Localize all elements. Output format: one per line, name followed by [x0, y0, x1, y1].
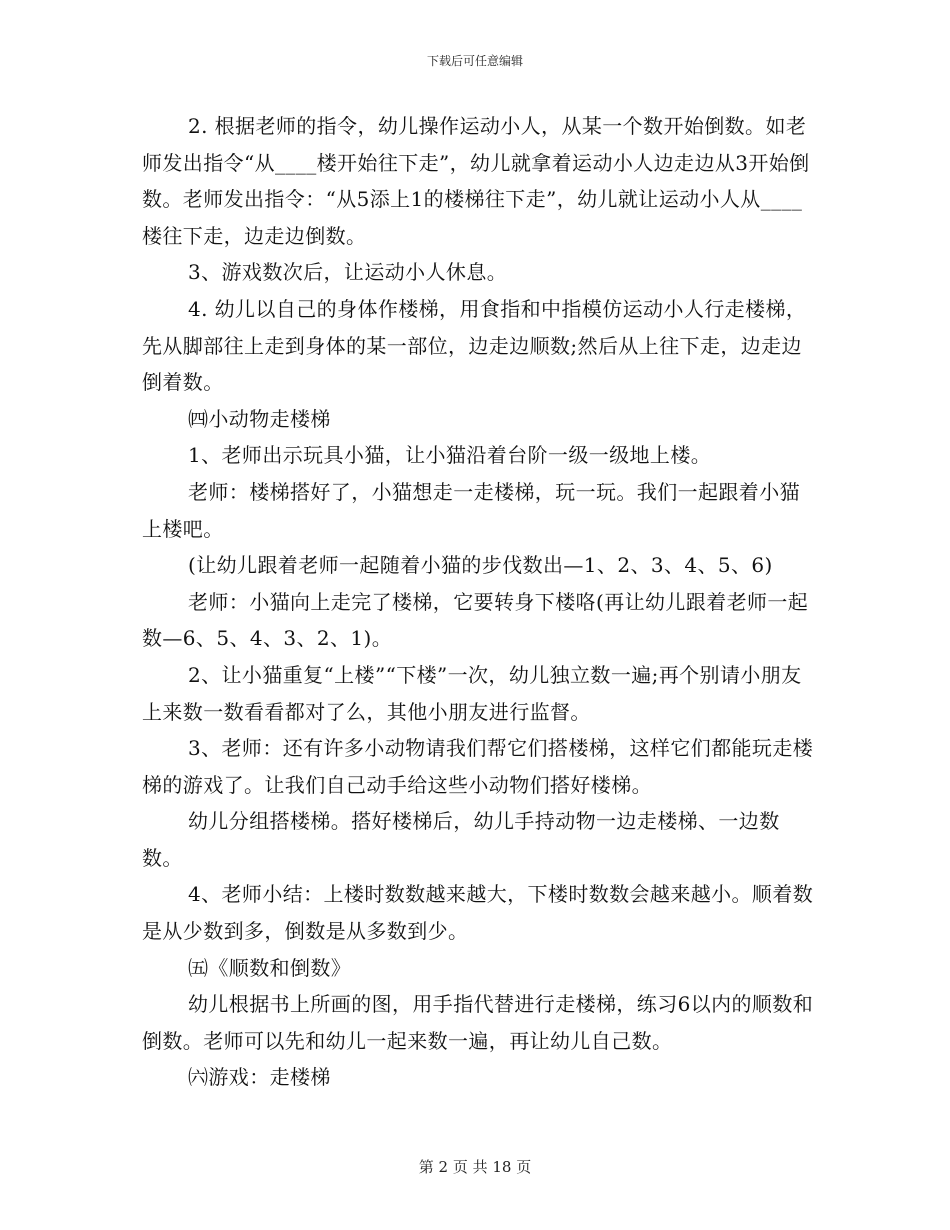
paragraph-step-3: 3、游戏数次后，让运动小人休息。 [188, 260, 508, 285]
page-footer: 第 2 页 共 18 页 [418, 1158, 532, 1176]
paragraph-step-4: 4. 幼儿以自己的身体作楼梯，用食指和中指模仿运动小人行走楼梯，先从脚部往上走到身体的某一部位，边走边顺数;然后从上往下走，边走边倒着数。 [142, 296, 807, 395]
section-heading-5: ㈤《顺数和倒数》 [188, 955, 352, 980]
paragraph-teacher-1: 老师：楼梯搭好了，小猫想走一走楼梯，玩一玩。我们一起跟着小猫上楼吧。 [142, 479, 800, 541]
paragraph-cat-step-2: 2、让小猫重复“上楼”“下楼”一次，幼儿独立数一遍;再个别请小朋友上来数一数看看都对了么，其他小朋友进行监督。 [142, 662, 802, 724]
paragraph-teacher-2: 老师：小猫向上走完了楼梯，它要转身下楼咯(再让幼儿跟着老师一起数—6、5、4、3、2、1)。 [142, 589, 809, 651]
section-heading-4: ㈣小动物走楼梯 [188, 406, 331, 431]
paragraph-book-practice: 幼儿根据书上所画的图，用手指代替进行走楼梯，练习6以内的顺数和倒数。老师可以先和幼儿一起来数一遍，再让幼儿自己数。 [142, 992, 814, 1053]
page-header: 下载后可任意编辑 [426, 54, 523, 68]
paragraph-cat-step-1: 1、老师出示玩具小猫，让小猫沿着台阶一级一级地上楼。 [188, 443, 712, 468]
document-body [142, 108, 814, 1096]
paragraph-cat-step-3: 3、老师：还有许多小动物请我们帮它们搭楼梯，这样它们都能玩走楼梯的游戏了。让我们自己动手给这些小动物们搭好楼梯。 [142, 736, 814, 797]
paragraph-count-up: (让幼儿跟着老师一起随着小猫的步伐数出—1、2、3、4、5、6) [188, 553, 773, 578]
paragraph-group-build: 幼儿分组搭楼梯。搭好楼梯后，幼儿手持动物一边走楼梯、一边数数。 [142, 809, 780, 870]
paragraph-summary: 4、老师小结：上楼时数数越来越大，下楼时数数会越来越小。顺着数是从少数到多，倒数是从多数到少。 [142, 882, 814, 944]
section-heading-6: ㈥游戏：走楼梯 [188, 1065, 331, 1090]
paragraph-step-2: 2. 根据老师的指令，幼儿操作运动小人，从某一个数开始倒数。如老师发出指令“从____楼开始往下走”，幼儿就拿着运动小人边走边从3开始倒数。老师发出指令：“从5添上1的楼梯往下走”，幼儿就让运动小人从____楼往下走，边走边倒数。 [142, 114, 810, 248]
